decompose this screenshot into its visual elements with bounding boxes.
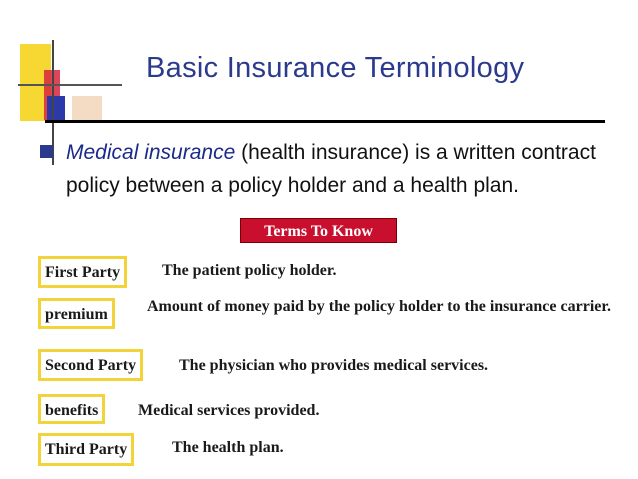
term-def-first-party: The patient policy holder. [162,262,337,279]
decorative-horizontal-line [18,84,122,86]
intro-text: (health insurance) is a written contract policy between a policy holder and a health plan. [66,141,596,197]
term-label-premium: premium [38,298,115,329]
term-def-third-party: The health plan. [172,439,284,456]
term-def-benefits: Medical services provided. [138,402,320,419]
slide-title: Basic Insurance Terminology [146,52,525,84]
bullet-icon [40,145,53,158]
decorative-peach-block [72,96,102,120]
term-def-premium: Amount of money paid by the policy holder to the insurance carrier. [147,298,611,315]
terms-to-know-banner: Terms To Know [240,218,397,243]
term-label-second-party: Second Party [38,349,143,381]
term-label-benefits: benefits [38,394,105,424]
intro-term: Medical insurance [66,141,236,164]
term-label-first-party: First Party [38,256,127,288]
term-label-third-party: Third Party [38,433,134,466]
title-divider [45,120,605,123]
term-def-second-party: The physician who provides medical services. [179,357,489,374]
decorative-blue-block [47,96,65,123]
intro-paragraph [66,136,606,202]
